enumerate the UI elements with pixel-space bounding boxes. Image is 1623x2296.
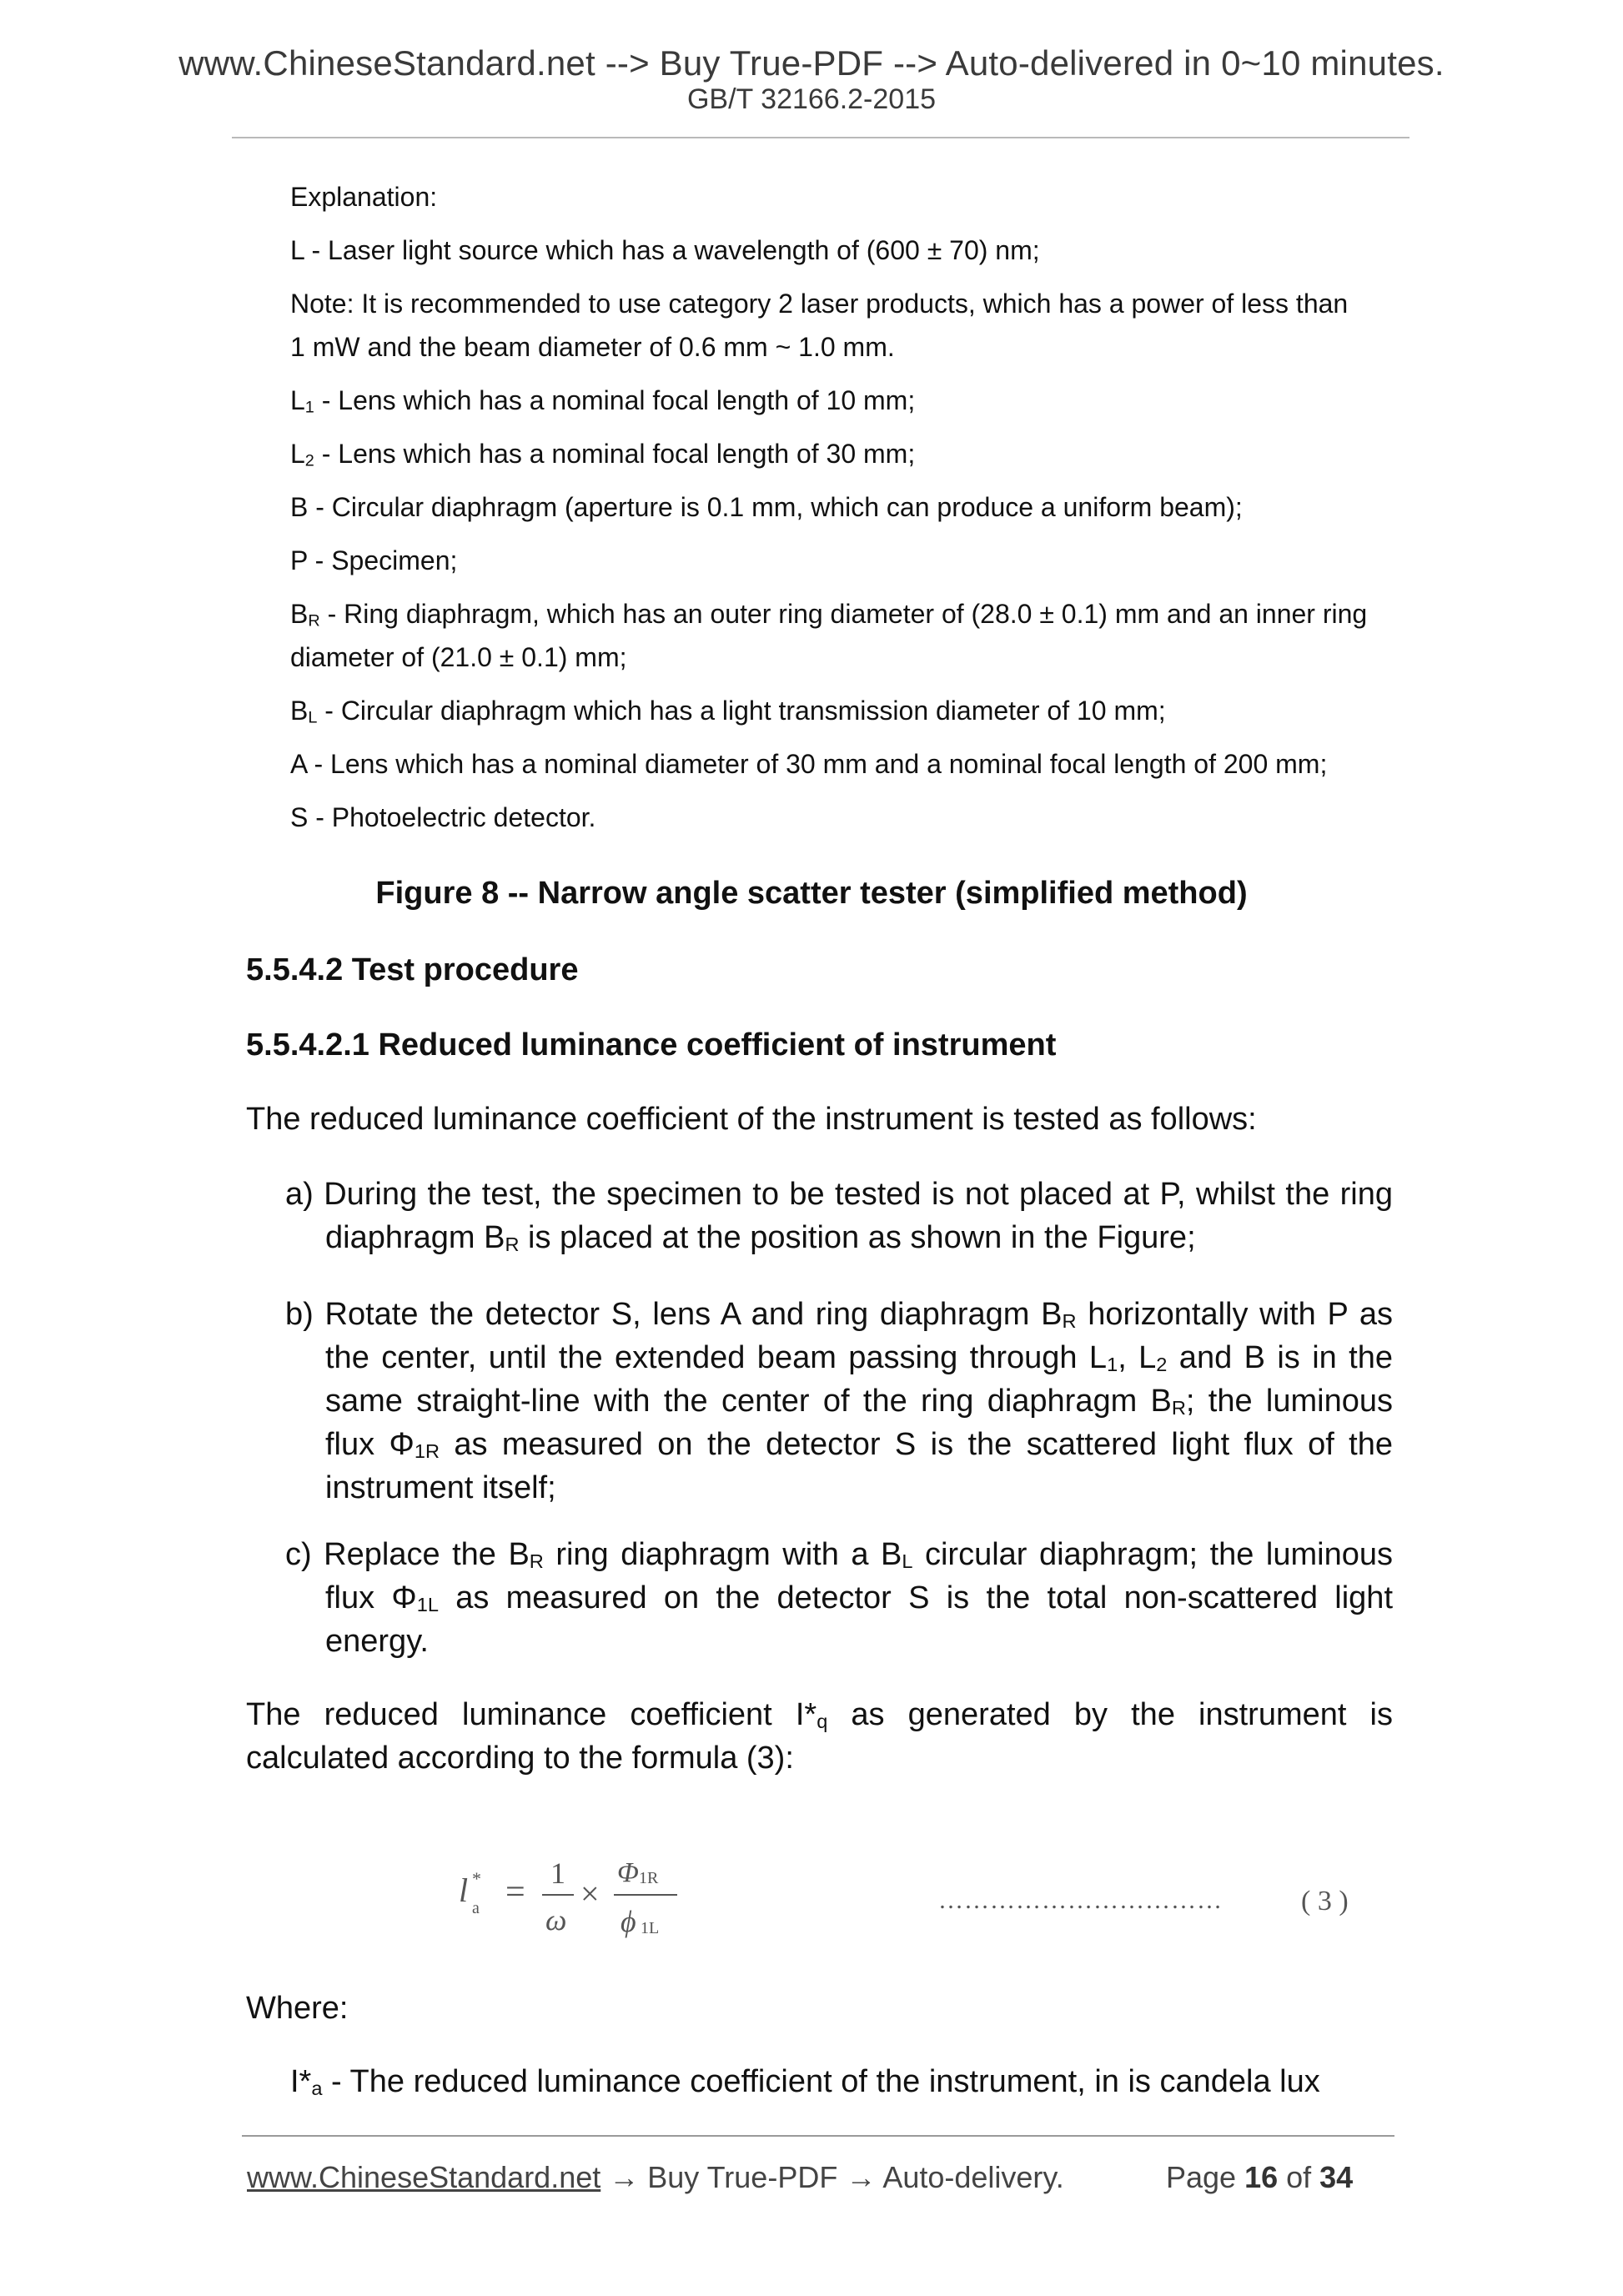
legend-text: - Ring diaphragm, which has an outer ring diameter of (28.0 ± 0.1) mm and an inner ring xyxy=(319,599,1368,629)
standard-code: GB/T 32166.2-2015 xyxy=(686,83,937,115)
page-label: Page xyxy=(1166,2160,1245,2194)
item-text: ring diaphragm with a B xyxy=(543,1537,902,1572)
subscript: 1 xyxy=(304,398,314,417)
subscript: R xyxy=(505,1233,520,1256)
list-item-a xyxy=(285,1173,1393,1259)
body-text: - The reduced luminance coefficient of the instrument, in is candela lux xyxy=(322,2064,1320,2099)
item-text: as measured on the detector S is the scattered light flux of the instrument itself; xyxy=(325,1427,1393,1505)
subscript: R xyxy=(529,1550,544,1573)
legend-BL xyxy=(290,689,1391,732)
where-label: Where: xyxy=(246,1991,349,2026)
formula-lhs: l xyxy=(459,1871,469,1909)
subscript: 1L xyxy=(416,1594,439,1616)
note-line-2: 1 mW and the beam diameter of 0.6 mm ~ 1.0 mm. xyxy=(290,332,895,362)
legend-text: - Lens which has a nominal focal length of 30 mm; xyxy=(314,439,916,469)
formula-lhs-sup: * xyxy=(472,1868,481,1889)
legend-BR xyxy=(290,592,1391,679)
formula-num2: Φ xyxy=(617,1857,639,1888)
legend-S: S - Photoelectric detector. xyxy=(290,802,596,832)
item-text: circular diaphragm; the luminous flux Φ xyxy=(325,1537,1393,1615)
subscript: L xyxy=(308,708,318,727)
formula-num2-sub: 1R xyxy=(639,1869,659,1887)
formula-intro xyxy=(246,1693,1393,1780)
formula-den2-sub: 1L xyxy=(641,1919,660,1937)
item-text: as measured on the detector S is the total non-scattered light energy. xyxy=(325,1580,1393,1659)
item-text: c) Replace the B xyxy=(285,1537,530,1572)
item-text: horizontally with P as the center, until the extended beam passing through L xyxy=(325,1297,1393,1375)
subscript: R xyxy=(308,611,320,631)
figure-caption: Figure 8 -- Narrow angle scatter tester (simplified method) xyxy=(375,876,1248,911)
item-text: and B is in the same straight-line with the center of the ring diaphragm B xyxy=(325,1340,1394,1419)
legend-A: A - Lens which has a nominal diameter of 30 mm and a nominal focal length of 200 mm; xyxy=(290,749,1328,779)
subscript: R xyxy=(1062,1310,1077,1333)
legend-B: B - Circular diaphragm (aperture is 0.1 mm, which can produce a uniform beam); xyxy=(290,492,1243,522)
item-text: is placed at the position as shown in the Figure; xyxy=(519,1220,1196,1255)
subscript: 2 xyxy=(304,451,314,470)
formula-den1: ω xyxy=(545,1903,567,1937)
definition-line xyxy=(290,2060,1393,2103)
subscript: R xyxy=(1171,1397,1186,1419)
formula-number: ( 3 ) xyxy=(1301,1886,1349,1917)
page-number: 16 xyxy=(1244,2160,1279,2194)
symbol: L xyxy=(290,385,305,415)
section-heading-5-5-4-2: 5.5.4.2 Test procedure xyxy=(246,952,579,987)
footer-tagline: → Buy True-PDF → Auto-delivery. xyxy=(600,2160,1064,2194)
subscript: q xyxy=(817,1711,828,1733)
formula-equals: = xyxy=(505,1873,525,1912)
body-text: The reduced luminance coefficient I* xyxy=(246,1697,817,1732)
note-line-1: Note: It is recommended to use category 2 laser products, which has a power of less than xyxy=(290,289,1349,319)
formula-lhs-sub: a xyxy=(472,1899,480,1917)
list-item-b xyxy=(285,1293,1393,1510)
formula-times: × xyxy=(580,1875,600,1912)
formula-num1: 1 xyxy=(550,1856,565,1890)
subscript: 1R xyxy=(414,1440,440,1463)
page-total: 34 xyxy=(1319,2160,1354,2194)
item-text: a) During the test, the specimen to be tested is not placed at P, whilst the ring diaphragm B xyxy=(285,1177,1393,1255)
legend-L1 xyxy=(290,379,1391,422)
item-text: ; the luminous flux Φ xyxy=(325,1384,1393,1462)
footer-divider xyxy=(242,2135,1394,2137)
symbol: B xyxy=(290,599,309,629)
legend-note xyxy=(290,282,1391,369)
of-label: of xyxy=(1278,2160,1320,2194)
formula-leader-dots: …………………………… xyxy=(938,1887,1223,1914)
subscript: 2 xyxy=(1156,1354,1168,1376)
symbol: L xyxy=(290,439,305,469)
legend-L2 xyxy=(290,432,1391,475)
body-text: as generated by the instrument is calculated according to the formula (3): xyxy=(246,1697,1393,1776)
header-divider xyxy=(232,137,1409,138)
formula-den2: ϕ xyxy=(621,1905,636,1938)
item-text: b) Rotate the detector S, lens A and ring diaphragm B xyxy=(285,1297,1063,1332)
list-item-c xyxy=(285,1533,1393,1663)
explanation-block xyxy=(290,175,1391,849)
header-banner: www.ChineseStandard.net --> Buy True-PDF --> Auto-delivered in 0~10 minutes. xyxy=(178,43,1445,83)
symbol: B xyxy=(290,696,309,726)
legend-L: L - Laser light source which has a wavelength of (600 ± 70) nm; xyxy=(290,235,1040,265)
subscript: 1 xyxy=(1107,1354,1118,1376)
intro-paragraph: The reduced luminance coefficient of the instrument is tested as follows: xyxy=(246,1102,1257,1137)
legend-text: - Circular diaphragm which has a light transmission diameter of 10 mm; xyxy=(317,696,1166,726)
explanation-heading: Explanation: xyxy=(290,182,438,212)
legend-P: P - Specimen; xyxy=(290,545,458,575)
item-text: , L xyxy=(1118,1340,1157,1375)
subscript: L xyxy=(902,1550,913,1573)
footer-left xyxy=(247,2160,1064,2195)
body-text: I* xyxy=(290,2064,312,2099)
page-indicator xyxy=(1166,2160,1353,2195)
legend-text-cont: diameter of (21.0 ± 0.1) mm; xyxy=(290,642,627,672)
footer-site-link[interactable]: www.ChineseStandard.net xyxy=(247,2160,601,2194)
formula-3 xyxy=(459,1843,1393,1943)
subscript: a xyxy=(311,2077,323,2100)
legend-text: - Lens which has a nominal focal length of 10 mm; xyxy=(314,385,916,415)
section-heading-5-5-4-2-1: 5.5.4.2.1 Reduced luminance coefficient of instrument xyxy=(246,1027,1057,1063)
